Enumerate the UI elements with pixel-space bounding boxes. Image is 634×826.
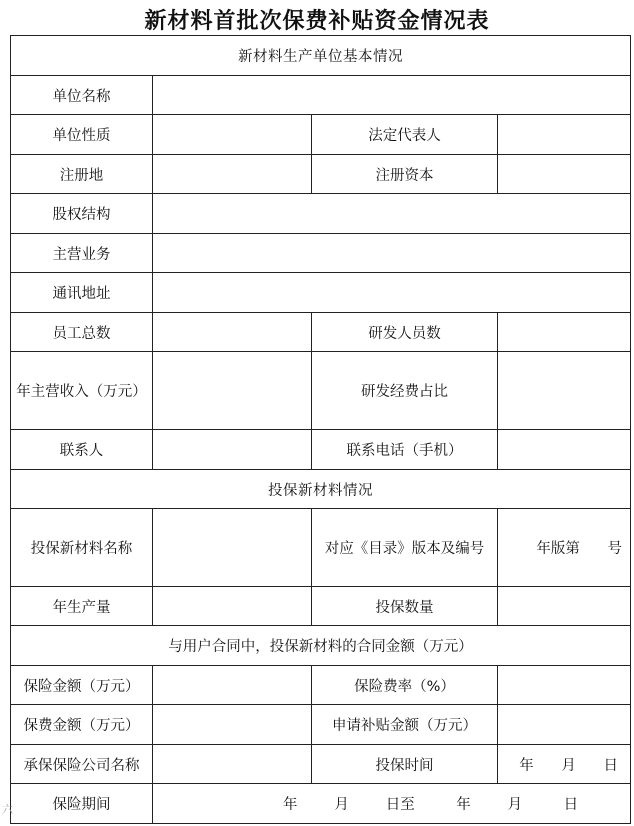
period-start-year: 年 bbox=[283, 797, 298, 813]
reg-capital-label: 注册资本 bbox=[312, 155, 498, 194]
revenue-field[interactable] bbox=[153, 352, 312, 430]
unit-type-field[interactable] bbox=[153, 115, 312, 155]
revenue-label: 年主营收入（万元） bbox=[11, 352, 153, 430]
insure-month-label: 月 bbox=[561, 757, 576, 774]
insured-amount-label: 保险金额（万元） bbox=[11, 666, 153, 705]
period-to: 至 bbox=[400, 797, 415, 813]
catalog-ref-label: 对应《目录》版本及编号 bbox=[312, 509, 498, 587]
legal-rep-label: 法定代表人 bbox=[312, 115, 498, 155]
watermark-logo: 六 bbox=[2, 803, 13, 816]
unit-name-label: 单位名称 bbox=[11, 76, 153, 115]
reg-place-label: 注册地 bbox=[11, 155, 153, 194]
premium-rate-label: 保险费率（%） bbox=[312, 666, 498, 705]
unit-name-field[interactable] bbox=[153, 76, 631, 115]
number-label: 号 bbox=[607, 541, 622, 557]
staff-total-label: 员工总数 bbox=[11, 313, 153, 352]
insurer-label: 承保保险公司名称 bbox=[11, 745, 153, 784]
insure-time-field[interactable] bbox=[498, 745, 631, 784]
subsidy-field[interactable] bbox=[498, 705, 631, 745]
insured-qty-label: 投保数量 bbox=[312, 587, 498, 626]
address-field[interactable] bbox=[153, 273, 631, 313]
contact-field[interactable] bbox=[153, 430, 312, 470]
material-name-field[interactable] bbox=[153, 509, 312, 587]
subsidy-label: 申请补贴金额（万元） bbox=[312, 705, 498, 745]
phone-field[interactable] bbox=[498, 430, 631, 470]
rd-ratio-label: 研发经费占比 bbox=[312, 352, 498, 430]
legal-rep-field[interactable] bbox=[498, 115, 631, 155]
premium-field[interactable] bbox=[153, 705, 312, 745]
rd-staff-field[interactable] bbox=[498, 313, 631, 352]
year-edition-label: 年版第 bbox=[536, 541, 580, 557]
unit-type-label: 单位性质 bbox=[11, 115, 153, 155]
annual-output-label: 年生产量 bbox=[11, 587, 153, 626]
period-end-year: 年 bbox=[456, 797, 471, 813]
catalog-ref-field[interactable] bbox=[498, 509, 631, 587]
insure-day-label: 日 bbox=[603, 757, 618, 774]
insured-qty-field[interactable] bbox=[498, 587, 631, 626]
annual-output-field[interactable] bbox=[153, 587, 312, 626]
period-field[interactable] bbox=[153, 784, 631, 824]
insure-time-label: 投保时间 bbox=[312, 745, 498, 784]
period-end-day: 日 bbox=[563, 797, 579, 813]
rd-staff-label: 研发人员数 bbox=[312, 313, 498, 352]
equity-field[interactable] bbox=[153, 194, 631, 234]
period-start-day: 日 bbox=[385, 797, 401, 813]
main-business-field[interactable] bbox=[153, 234, 631, 273]
main-business-label: 主营业务 bbox=[11, 234, 153, 273]
premium-rate-field[interactable] bbox=[498, 666, 631, 705]
equity-label: 股权结构 bbox=[11, 194, 153, 234]
staff-total-field[interactable] bbox=[153, 313, 312, 352]
premium-label: 保费金额（万元） bbox=[11, 705, 153, 745]
section-basic-info-heading: 新材料生产单位基本情况 bbox=[11, 36, 631, 76]
contact-label: 联系人 bbox=[11, 430, 153, 470]
insure-year-label: 年 bbox=[519, 757, 534, 774]
period-end-month: 月 bbox=[507, 797, 523, 813]
subsidy-form-table bbox=[10, 35, 631, 824]
address-label: 通讯地址 bbox=[11, 273, 153, 313]
insurer-field[interactable] bbox=[153, 745, 312, 784]
page-title: 新材料首批次保费补贴资金情况表 bbox=[144, 8, 490, 34]
reg-capital-field[interactable] bbox=[498, 155, 631, 194]
phone-label: 联系电话（手机） bbox=[312, 430, 498, 470]
reg-place-field[interactable] bbox=[153, 155, 312, 194]
rd-ratio-field[interactable] bbox=[498, 352, 631, 430]
material-name-label: 投保新材料名称 bbox=[11, 509, 153, 587]
period-label: 保险期间 bbox=[11, 784, 153, 824]
section-material-heading: 投保新材料情况 bbox=[11, 470, 631, 509]
contract-amount-label: 与用户合同中，投保新材料的合同金额（万元） bbox=[11, 626, 631, 666]
insured-amount-field[interactable] bbox=[153, 666, 312, 705]
period-start-month: 月 bbox=[334, 797, 349, 813]
